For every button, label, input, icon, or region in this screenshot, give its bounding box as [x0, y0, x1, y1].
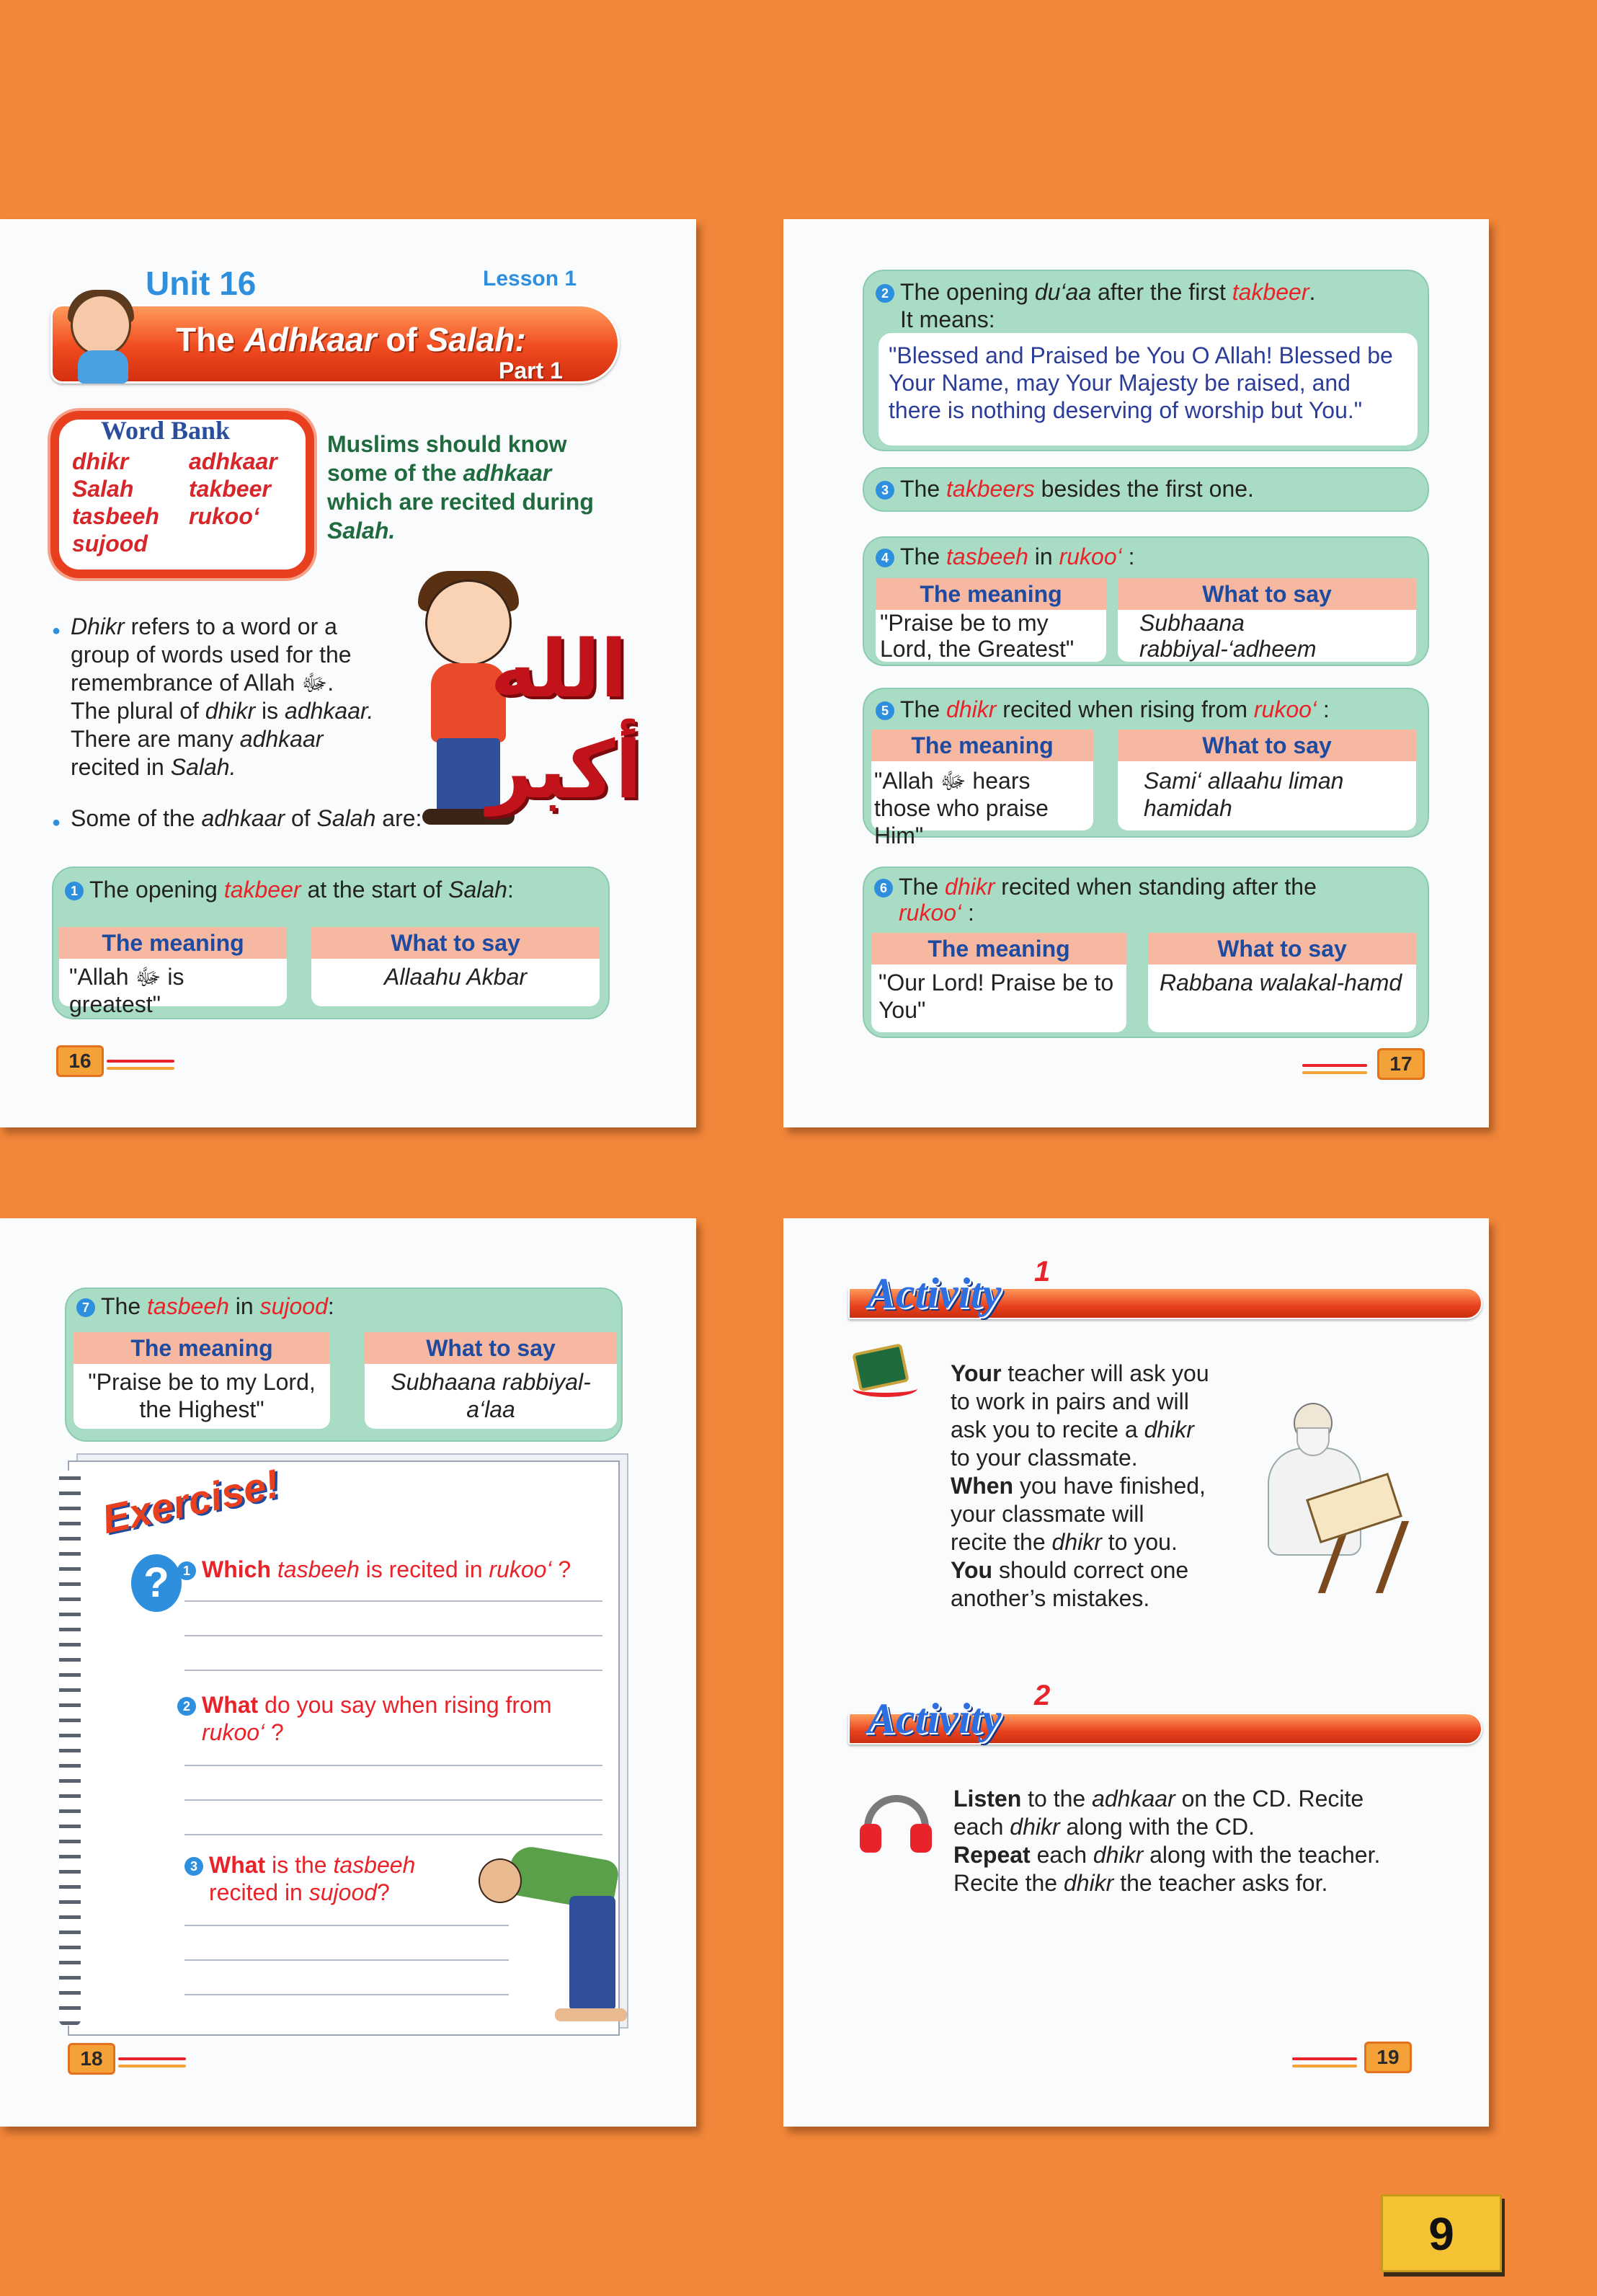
page-number-line	[1302, 1064, 1367, 1067]
meaning-column	[74, 1332, 330, 1429]
say-value: Rabbana walakal-hamd	[1160, 970, 1402, 996]
dhikr-box-5	[863, 688, 1429, 848]
exercise-question-3: 3 What is the tasbeeh recited in sujood?	[184, 1851, 487, 1906]
page-16	[0, 219, 696, 1127]
word-bank-title: Word Bank	[101, 416, 231, 445]
say-column	[1148, 933, 1416, 1032]
dhikr-box-2	[863, 270, 1429, 451]
meaning-header: The meaning	[59, 927, 287, 959]
dhikr-definition: ● Dhikr refers to a word or a group of words used for the remembrance of Allah ﷻ. The plural of dhikr is adhkaar. There are many adhkaar recited in Salah.	[71, 613, 445, 781]
meaning-value: "Our Lord! Praise be to You"	[878, 970, 1114, 1023]
exercise-notebook	[68, 1461, 620, 2036]
arabic-akbar: أكبر	[487, 724, 643, 816]
dhikr-box-heading: 2 The opening du‘aa after the first takbeer. It means:	[876, 278, 1315, 333]
answer-line[interactable]	[184, 1635, 602, 1636]
dhikr-box-1	[52, 866, 610, 1019]
unit-label: Unit 16	[146, 265, 257, 302]
exercise-question-1: 1 Which tasbeeh is recited in rukoo‘ ?	[177, 1556, 617, 1583]
page-number-18: 18	[68, 2043, 115, 2075]
arabic-allah: الله	[490, 623, 628, 715]
answer-line[interactable]	[184, 1600, 602, 1602]
meaning-column	[59, 927, 287, 1017]
answer-line[interactable]	[184, 1994, 509, 1995]
say-value: Allaahu Akbar	[383, 964, 528, 990]
page-title: The Adhkaar of Salah:	[176, 321, 526, 358]
spread-page-number: 9	[1381, 2194, 1502, 2272]
page-19	[783, 1218, 1489, 2127]
headphones-cup	[860, 1824, 881, 1853]
page-number-line	[107, 1060, 174, 1063]
dhikr-box-heading: 7 The tasbeeh in sujood:	[76, 1293, 334, 1320]
page-18	[0, 1218, 696, 2127]
page-number-17: 17	[1377, 1048, 1425, 1080]
dhikr-box-4	[863, 536, 1429, 666]
activity-2-number: 2	[1034, 1680, 1051, 1711]
say-column	[311, 927, 600, 1006]
meaning-value: "Allah ﷻ is greatest"	[69, 964, 184, 1017]
say-value: Subhaana rabbiyal-a‘laa	[391, 1369, 591, 1422]
answer-line[interactable]	[184, 1834, 602, 1835]
meaning-header: The meaning	[871, 933, 1126, 965]
dhikr-box-3	[863, 467, 1429, 512]
word-bank-word: adhkaar	[189, 448, 277, 474]
meaning-column	[871, 933, 1126, 1032]
part-label: Part 1	[499, 358, 563, 384]
answer-line[interactable]	[184, 1799, 602, 1801]
page-number-line	[118, 2065, 186, 2067]
answer-line[interactable]	[184, 1765, 602, 1766]
word-bank-word: Salah	[72, 476, 134, 502]
meaning-value: "Praise be to my Lord, the Highest"	[88, 1369, 316, 1422]
page-number-line	[1292, 2057, 1357, 2060]
meaning-column	[871, 730, 1093, 848]
say-header: What to say	[1118, 578, 1416, 610]
bowing-man-legs	[569, 1896, 615, 2011]
say-header: What to say	[311, 927, 600, 959]
page-number-line	[1302, 1071, 1367, 1074]
lesson-label: Lesson 1	[483, 267, 577, 291]
word-bank-word: rukoo‘	[189, 503, 259, 529]
word-bank-word: tasbeeh	[72, 503, 159, 529]
adhkaar-list-intro: ● Some of the adhkaar of Salah are:	[71, 805, 503, 833]
meaning-header: The meaning	[74, 1332, 330, 1364]
page-17	[783, 219, 1489, 1127]
dhikr-box-6	[863, 866, 1429, 1038]
say-value: Subhaana rabbiyal-‘adheem	[1139, 610, 1317, 662]
page-number-19: 19	[1364, 2042, 1412, 2073]
word-bank-word: dhikr	[72, 448, 129, 474]
word-bank-word: takbeer	[189, 476, 271, 502]
say-column	[1118, 730, 1416, 830]
exercise-title: Exercise!	[98, 1460, 283, 1543]
activity-1-title: Activity	[867, 1269, 1002, 1317]
say-header: What to say	[1148, 933, 1416, 965]
intro-text: Muslims should know some of the adhkaar which are recited during Salah.	[327, 431, 594, 544]
headphones-cup	[910, 1824, 932, 1853]
dhikr-box-heading: 1 The opening takbeer at the start of Salah:	[65, 877, 514, 903]
page-number-line	[107, 1067, 174, 1070]
say-column	[1118, 578, 1416, 662]
meaning-value: "Allah ﷻ hears those who praise Him"	[874, 768, 1049, 848]
page-number-line	[118, 2057, 186, 2060]
girl-body-illustration	[78, 350, 128, 384]
notebook-spiral	[59, 1471, 81, 2026]
dhikr-box-heading: 6 The dhikr recited when standing after the rukoo‘ :	[874, 874, 1317, 926]
girl-illustration	[71, 294, 131, 356]
activity-1-text: Your teacher will ask you to work in pairs and will ask you to recite a dhikr to your classmate. When you have finished, your classmate will recite the dhikr to you. You should correct one another’s mistakes.	[951, 1360, 1209, 1611]
activity-1-number: 1	[1034, 1256, 1051, 1287]
say-header: What to say	[1118, 730, 1416, 761]
say-header: What to say	[365, 1332, 617, 1364]
word-bank-word: sujood	[72, 531, 148, 557]
say-value: Sami‘ allaahu liman hamidah	[1144, 768, 1344, 821]
quran-stand-icon	[853, 1380, 917, 1397]
answer-line[interactable]	[184, 1959, 509, 1961]
activity-2-text: Listen to the adhkaar on the CD. Recite each dhikr along with the CD. Repeat each dhikr along with the teacher. Recite the dhikr the teacher asks for.	[953, 1786, 1381, 1896]
dhikr-box-heading: 3 The takbeers besides the first one.	[876, 476, 1254, 502]
bowing-man-head	[479, 1858, 522, 1903]
exercise-question-2: 2 What do you say when rising from rukoo‘ ?	[177, 1691, 617, 1746]
meaning-value: "Praise be to my Lord, the Greatest"	[880, 610, 1075, 662]
meaning-header: The meaning	[876, 578, 1106, 610]
page-number-line	[1292, 2065, 1357, 2067]
bowing-man-feet	[555, 2008, 627, 2021]
dhikr-box-heading: 5 The dhikr recited when rising from rukoo‘ :	[876, 696, 1330, 723]
meaning-column	[876, 578, 1106, 662]
activity-2-title: Activity	[867, 1695, 1002, 1742]
dua-quote: "Blessed and Praised be You O Allah! Blessed be Your Name, may Your Majesty be raised, and there is nothing deserving of worship but You."	[878, 333, 1418, 446]
answer-line[interactable]	[184, 1670, 602, 1671]
dhikr-box-heading: 4 The tasbeeh in rukoo‘ :	[876, 544, 1135, 570]
page-number-16: 16	[56, 1045, 104, 1077]
meaning-header: The meaning	[871, 730, 1093, 761]
say-column	[365, 1332, 617, 1429]
answer-line[interactable]	[184, 1925, 509, 1926]
dhikr-box-7	[65, 1287, 623, 1442]
question-mark-icon: ?	[131, 1554, 182, 1612]
